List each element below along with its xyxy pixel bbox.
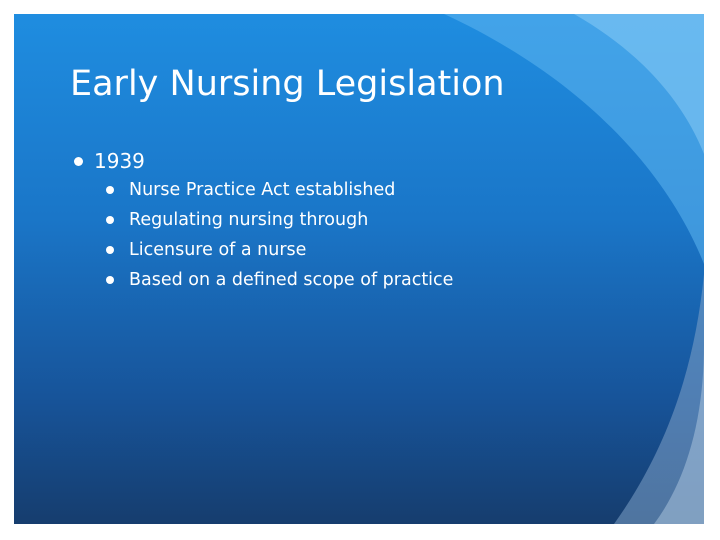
bullet-dot-icon [106,276,114,284]
bullet-dot-icon [106,216,114,224]
sub-bullet-item [106,240,306,260]
sub-bullet-item [106,270,453,290]
main-bullet-text: 1939 [94,149,145,173]
sub-bullet-item [106,210,368,230]
sub-bullet-text: Based on a defined scope of practice [129,270,454,290]
slide [14,14,704,524]
bullet-dot-icon [106,186,114,194]
main-bullet-item [74,149,145,173]
sub-bullet-text: Nurse Practice Act established [129,180,396,200]
sub-bullet-text: Licensure of a nurse [129,240,307,260]
slide-content [14,14,704,524]
sub-bullet-text: Regulating nursing through [129,210,369,230]
bullet-dot-icon [74,157,83,166]
slide-title: Early Nursing Legislation [70,64,505,104]
bullet-dot-icon [106,246,114,254]
sub-bullet-item [106,180,395,200]
